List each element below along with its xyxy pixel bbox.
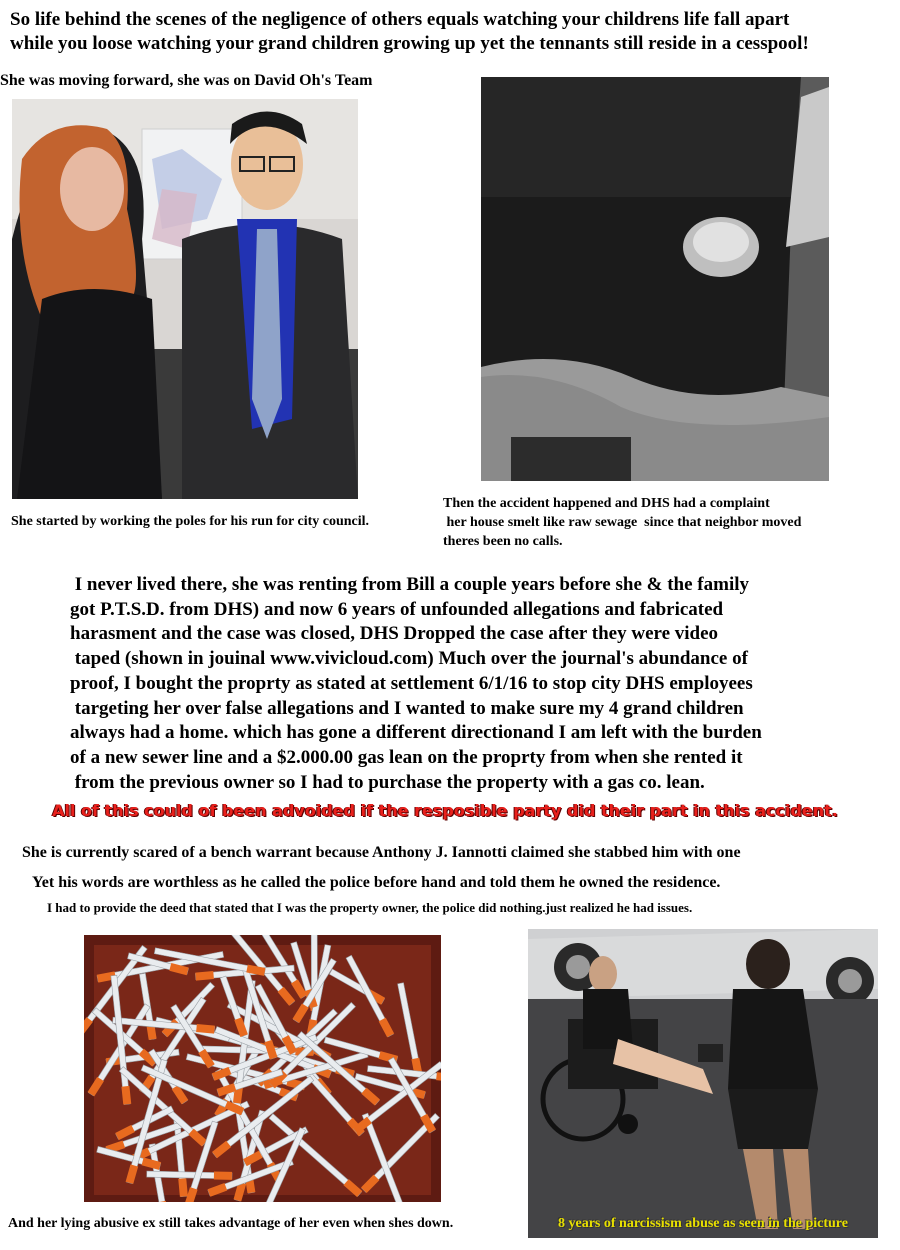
story-line: always had a home. which has gone a different directionand I am left with the burden bbox=[70, 722, 762, 744]
story-line: got P.T.S.D. from DHS) and now 6 years of unfounded allegations and fabricated bbox=[70, 598, 724, 620]
headline-line-1: So life behind the scenes of the negligence of others equals watching your childrens life fall apart bbox=[10, 9, 790, 30]
red-statement: All of this could of been advoided if the resposible party did their part in this accident. bbox=[52, 801, 838, 820]
warrant-line-1: She is currently scared of a bench warrant because Anthony J. Iannotti claimed she stabbed him with one bbox=[22, 844, 741, 861]
story-line: proof, I bought the proprty as stated at settlement 6/1/16 to stop city DHS employees bbox=[70, 672, 753, 694]
headline-line-2: while you loose watching your grand children growing up yet the tennants still reside in a cesspool! bbox=[10, 33, 809, 54]
team-caption: She was moving forward, she was on David Oh's Team bbox=[0, 72, 373, 89]
accident-caption-line-2: her house smelt like raw sewage since that neighbor moved bbox=[443, 515, 802, 530]
story-line: taped (shown in jouinal www.vivicloud.com) Much over the journal's abundance of bbox=[70, 648, 748, 670]
story-line: of a new sewer line and a $2.000.00 gas lean on the proprty from when she rented it bbox=[70, 746, 743, 768]
drain-photo bbox=[481, 77, 829, 481]
story-line: targeting her over false allegations and I wanted to make sure my 4 grand children bbox=[70, 697, 744, 719]
accident-caption-line-1: Then the accident happened and DHS had a complaint bbox=[443, 496, 770, 511]
syringes-photo bbox=[84, 935, 441, 1202]
warrant-line-3: I had to provide the deed that stated that I was the property owner, the police did nothing.just realized he had issues. bbox=[47, 900, 693, 915]
ex-caption: And her lying abusive ex still takes advantage of her even when shes down. bbox=[8, 1216, 454, 1231]
story-line: harasment and the case was closed, DHS Dropped the case after they were video bbox=[70, 623, 719, 645]
headline bbox=[10, 8, 900, 56]
street-photo bbox=[528, 929, 878, 1238]
team-photo bbox=[12, 99, 358, 499]
accident-caption bbox=[443, 494, 801, 551]
poles-caption: She started by working the poles for his run for city council. bbox=[11, 514, 370, 529]
street-photo-caption: 8 years of narcissism abuse as seen in the picture bbox=[558, 1216, 848, 1231]
warrant-line-2: Yet his words are worthless as he called the police before hand and told them he owned the residence. bbox=[32, 874, 721, 891]
story-line: from the previous owner so I had to purchase the property with a gas co. lean. bbox=[70, 771, 705, 793]
story-line: I never lived there, she was renting from Bill a couple years before she & the family bbox=[70, 574, 749, 595]
accident-caption-line-3: theres been no calls. bbox=[443, 534, 563, 549]
story-paragraph bbox=[70, 573, 870, 795]
